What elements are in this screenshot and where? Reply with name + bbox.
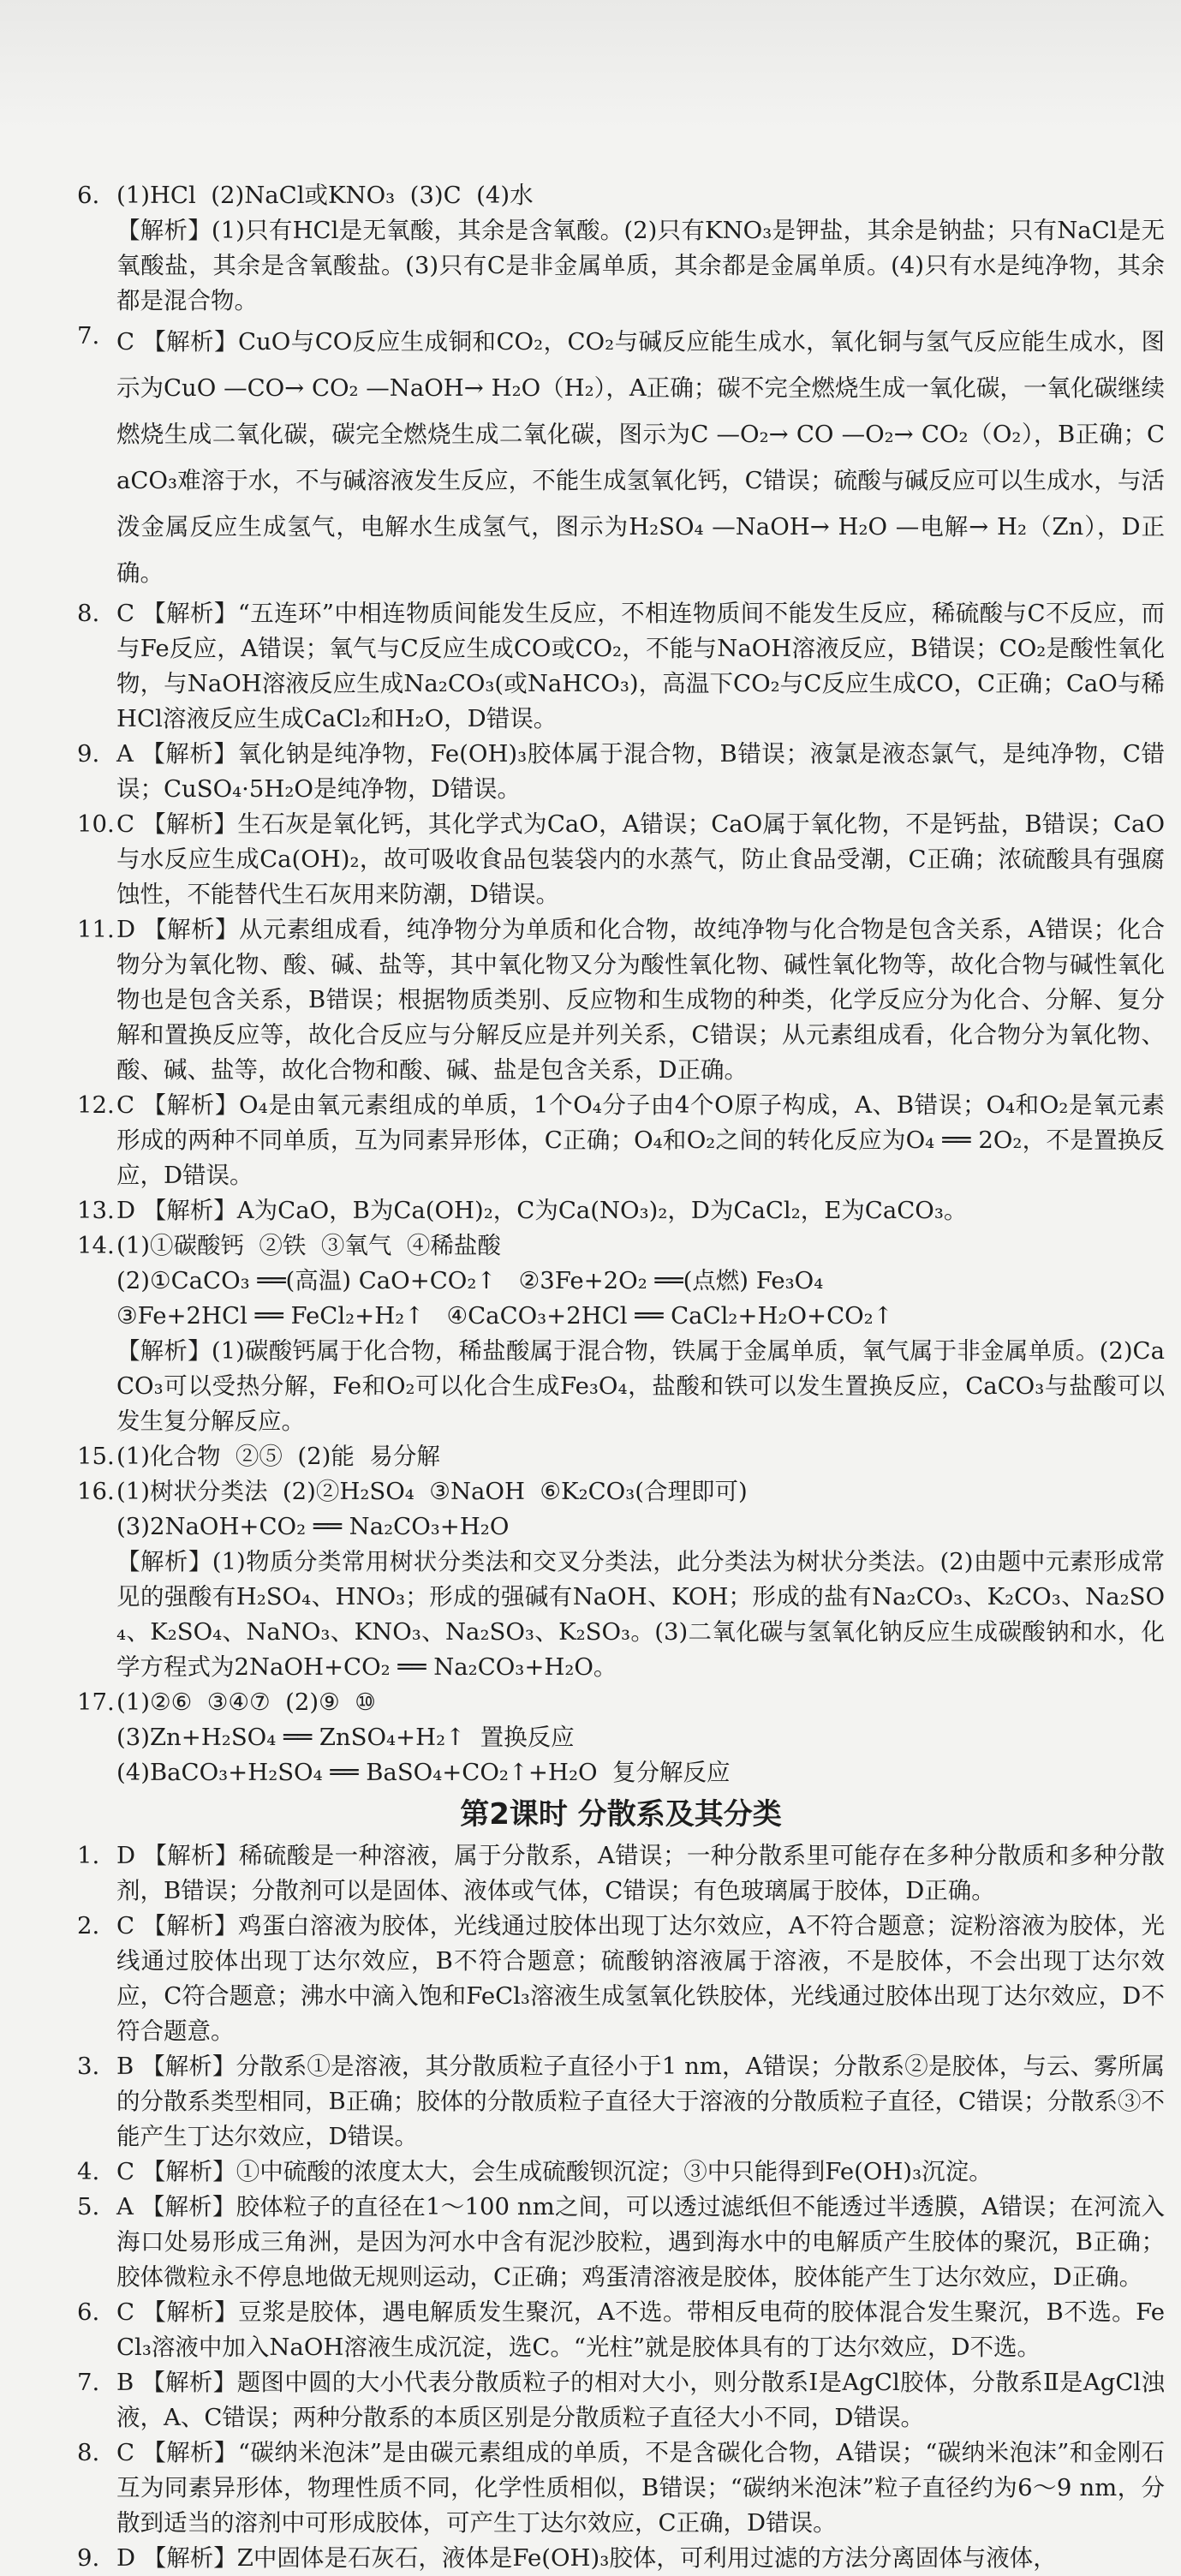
- answer-number: 2.: [77, 1912, 100, 1939]
- answer-item: [77, 1474, 1165, 1685]
- answer-number: 5.: [77, 2193, 100, 2220]
- answer-item: [77, 178, 1165, 319]
- answer-text: (1)化合物 ②⑤ (2)能 易分解: [116, 1443, 440, 1470]
- answer-number: 7.: [77, 322, 100, 350]
- answer-text: A 【解析】氧化钠是纯净物，Fe(OH)₃胶体属于混合物，B错误；液氯是液态氯气，是纯净物，C错误；CuSO₄·5H₂O是纯净物，D错误。: [116, 740, 1165, 803]
- answer-item: [77, 1228, 1165, 1439]
- answer-number: 9.: [77, 2544, 100, 2572]
- answer-text: B 【解析】题图中圆的大小代表分散质粒子的相对大小，则分散系Ⅰ是AgCl胶体，分散系Ⅱ是AgCl浊液，A、C错误；两种分散系的本质区别是分散质粒子直径大小不同，D错误。: [116, 2369, 1165, 2431]
- answer-item: [77, 737, 1165, 807]
- answer-list-part2: [77, 1838, 1165, 2576]
- answer-number: 3.: [77, 2053, 100, 2080]
- answer-number: 14.: [77, 1232, 115, 1259]
- answer-number: 4.: [77, 2158, 100, 2185]
- answer-item: [77, 1439, 1165, 1474]
- answer-number: 9.: [77, 740, 100, 768]
- answer-content: [77, 178, 1165, 2576]
- answer-item: [77, 2190, 1165, 2295]
- answer-item: [77, 1193, 1165, 1228]
- answer-text: D 【解析】A为CaO，B为Ca(OH)₂，C为Ca(NO₃)₂，D为CaCl₂，E为CaCO₃。: [116, 1197, 968, 1224]
- page-shadow-band: [0, 0, 1181, 129]
- answer-number: 15.: [77, 1443, 115, 1470]
- answer-text: C 【解析】①中硫酸的浓度太大，会生成硫酸钡沉淀；③中只能得到Fe(OH)₃沉淀。: [116, 2158, 993, 2185]
- answer-text: C 【解析】鸡蛋白溶液为胶体，光线通过胶体出现丁达尔效应，A不符合题意；淀粉溶液为胶体，光线通过胶体出现丁达尔效应，B不符合题意；硫酸钠溶液属于溶液，不是胶体，不会出现丁达尔效应，C符合题意；沸水中滴入饱和FeCl₃溶液生成氢氧化铁胶体，光线通过胶体出现丁达尔效应，D不符合题意。: [116, 1912, 1165, 2045]
- answer-number: 1.: [77, 1842, 100, 1869]
- answer-number: 12.: [77, 1091, 115, 1119]
- answer-text: (1)①碳酸钙 ②铁 ③氧气 ④稀盐酸 (2)①CaCO₃ ══(高温) CaO+CO₂↑ ②3Fe+2O₂ ══(点燃) Fe₃O₄ ③Fe+2HCl ══ FeCl₂+H₂↑ ④CaCO₃+2HCl ══ CaCl₂+H₂O+CO₂↑ 【解析】(1)碳酸钙属于化合物，稀盐酸属于混合物，铁属于金属单质，氧气属于非金属单质。(2)CaCO₃可以受热分解，Fe和O₂可以化合生成Fe₃O₄，盐酸和铁可以发生置换反应，CaCO₃与盐酸可以发生复分解反应。: [116, 1232, 1165, 1435]
- answer-number: 10.: [77, 810, 115, 838]
- answer-number: 13.: [77, 1197, 115, 1224]
- answer-text: C 【解析】O₄是由氧元素组成的单质，1个O₄分子由4个O原子构成，A、B错误；O₄和O₂是氧元素形成的两种不同单质，互为同素异形体，C正确；O₄和O₂之间的转化反应为O₄ ══ 2O₂，不是置换反应，D错误。: [116, 1091, 1165, 1189]
- answer-text: (1)HCl (2)NaCl或KNO₃ (3)C (4)水 【解析】(1)只有HCl是无氧酸，其余是含氧酸。(2)只有KNO₃是钾盐，其余是钠盐；只有NaCl是无氧酸盐，其余是含氧酸盐。(3)只有C是非金属单质，其余都是金属单质。(4)只有水是纯净物，其余都是混合物。: [116, 182, 1165, 314]
- answer-text: C 【解析】豆浆是胶体，遇电解质发生聚沉，A不选。带相反电荷的胶体混合发生聚沉，B不选。FeCl₃溶液中加入NaOH溶液生成沉淀，选C。“光柱”就是胶体具有的丁达尔效应，D不选。: [116, 2298, 1165, 2361]
- answer-number: 16.: [77, 1478, 115, 1505]
- answer-item: [77, 2049, 1165, 2155]
- answer-item: [77, 1088, 1165, 1193]
- answer-number: 8.: [77, 600, 100, 627]
- answer-item: [77, 2295, 1165, 2365]
- answer-item: [77, 1838, 1165, 1909]
- answer-number: 17.: [77, 1688, 115, 1716]
- answer-text: (1)②⑥ ③④⑦ (2)⑨ ⑩ (3)Zn+H₂SO₄ ══ ZnSO₄+H₂↑ 置换反应 (4)BaCO₃+H₂SO₄ ══ BaSO₄+CO₂↑+H₂O 复分解反应: [116, 1688, 731, 1786]
- answer-item: [77, 1685, 1165, 1790]
- answer-item: [77, 2155, 1165, 2190]
- answer-item: [77, 319, 1165, 596]
- answer-item: [77, 912, 1165, 1088]
- answer-item: [77, 2436, 1165, 2541]
- answer-number: 8.: [77, 2439, 100, 2466]
- answer-text: D 【解析】Z中固体是石灰石，液体是Fe(OH)₃胶体，可利用过滤的方法分离固体与液体，: [116, 2544, 1057, 2572]
- answer-item: [77, 1909, 1165, 2049]
- answer-item: [77, 807, 1165, 912]
- answer-list-part1: [77, 178, 1165, 1790]
- answer-text: A 【解析】胶体粒子的直径在1～100 nm之间，可以透过滤纸但不能透过半透膜，A错误；在河流入海口处易形成三角洲，是因为河水中含有泥沙胶粒，遇到海水中的电解质产生胶体的聚沉，B正确；胶体微粒永不停息地做无规则运动，C正确；鸡蛋清溶液是胶体，胶体能产生丁达尔效应，D正确。: [116, 2193, 1165, 2291]
- section-title: 第2课时 分散系及其分类: [460, 1797, 782, 1832]
- answer-text: D 【解析】稀硫酸是一种溶液，属于分散系，A错误；一种分散系里可能存在多种分散质和多种分散剂，B错误；分散剂可以是固体、液体或气体，C错误；有色玻璃属于胶体，D正确。: [116, 1842, 1165, 1904]
- answer-item: [77, 596, 1165, 737]
- answer-text: B 【解析】分散系①是溶液，其分散质粒子直径小于1 nm，A错误；分散系②是胶体，与云、雾所属的分散系类型相同，B正确；胶体的分散质粒子直径大于溶液的分散质粒子直径，C错误；分散系③不能产生丁达尔效应，D错误。: [116, 2053, 1165, 2150]
- answer-text: C 【解析】“五连环”中相连物质间能发生反应，不相连物质间不能发生反应，稀硫酸与C不反应，而与Fe反应，A错误；氧气与C反应生成CO或CO₂，不能与NaOH溶液反应，B错误；CO₂是酸性氧化物，与NaOH溶液反应生成Na₂CO₃(或NaHCO₃)，高温下CO₂与C反应生成CO，C正确；CaO与稀HCl溶液反应生成CaCl₂和H₂O，D错误。: [116, 600, 1165, 732]
- answer-text: C 【解析】生石灰是氧化钙，其化学式为CaO，A错误；CaO属于氧化物，不是钙盐，B错误；CaO与水反应生成Ca(OH)₂，故可吸收食品包装袋内的水蒸气，防止食品受潮，C正确；浓硫酸具有强腐蚀性，不能替代生石灰用来防潮，D错误。: [116, 810, 1165, 908]
- answer-number: 7.: [77, 2369, 100, 2396]
- answer-text: (1)树状分类法 (2)②H₂SO₄ ③NaOH ⑥K₂CO₃(合理即可) (3)2NaOH+CO₂ ══ Na₂CO₃+H₂O 【解析】(1)物质分类常用树状分类法和交叉分类法，此分类法为树状分类法。(2)由题中元素形成常见的强酸有H₂SO₄、HNO₃；形成的强碱有NaOH、KOH；形成的盐有Na₂CO₃、K₂CO₃、Na₂SO₄、K₂SO₄、NaNO₃、KNO₃、Na₂SO₃、K₂SO₃。(3)二氧化碳与氢氧化钠反应生成碳酸钠和水，化学方程式为2NaOH+CO₂ ══ Na₂CO₃+H₂O。: [116, 1478, 1165, 1681]
- answer-text: D 【解析】从元素组成看，纯净物分为单质和化合物，故纯净物与化合物是包含关系，A错误；化合物分为氧化物、酸、碱、盐等，其中氧化物又分为酸性氧化物、碱性氧化物等，故化合物与碱性氧化物也是包含关系，B错误；根据物质类别、反应物和生成物的种类，化学反应分为化合、分解、复分解和置换反应等，故化合反应与分解反应是并列关系，C错误；从元素组成看，化合物分为氧化物、酸、碱、盐等，故化合物和酸、碱、盐是包含关系，D正确。: [116, 916, 1165, 1084]
- answer-number: 6.: [77, 182, 100, 209]
- answer-number: 6.: [77, 2298, 100, 2326]
- answer-item: [77, 2365, 1165, 2436]
- answer-item: [77, 2541, 1165, 2576]
- answer-number: 11.: [77, 916, 115, 943]
- answer-text: C 【解析】“碳纳米泡沫”是由碳元素组成的单质，不是含碳化合物，A错误；“碳纳米泡沫”和金刚石互为同素异形体，物理性质不同，化学性质相似，B错误；“碳纳米泡沫”粒子直径约为6～9 nm，分散到适当的溶剂中可形成胶体，可产生丁达尔效应，C正确，D错误。: [116, 2439, 1165, 2537]
- answer-text: C 【解析】CuO与CO反应生成铜和CO₂，CO₂与碱反应能生成水，氧化铜与氢气反应能生成水，图示为CuO —CO→ CO₂ —NaOH→ H₂O（H₂），A正确；碳不完全燃烧生成一氧化碳，一氧化碳继续燃烧生成二氧化碳，碳完全燃烧生成二氧化碳，图示为C —O₂→ CO —O₂→ CO₂（O₂），B正确；CaCO₃难溶于水，不与碱溶液发生反应，不能生成氢氧化钙，C错误；硫酸与碱反应可以生成水，与活泼金属反应生成氢气，电解水生成氢气，图示为H₂SO₄ —NaOH→ H₂O —电解→ H₂（Zn），D正确。: [116, 328, 1165, 587]
